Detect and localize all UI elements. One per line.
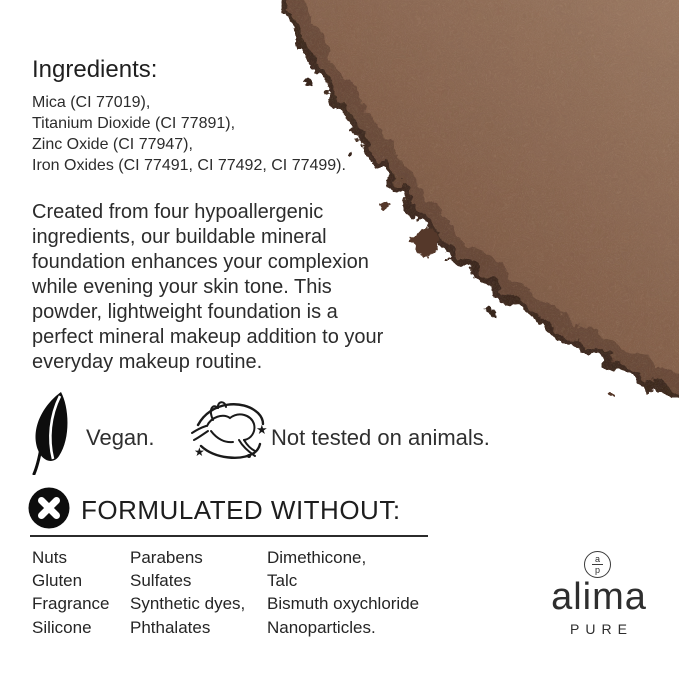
product-description <box>32 200 383 375</box>
brand-tagline: PURE <box>570 621 633 637</box>
monogram-top-letter: a <box>594 554 600 565</box>
cruelty-free-label: Not tested on animals. <box>271 425 490 450</box>
excluded-item: Phthalates <box>130 617 211 637</box>
ingredients-list <box>32 92 346 176</box>
vegan-label: Vegan. <box>86 425 155 450</box>
excluded-column-2 <box>130 546 245 639</box>
ingredient-line: Iron Oxides (CI 77491, CI 77492, CI 77499). <box>32 157 346 174</box>
excluded-item: Dimethicone, <box>267 548 367 567</box>
description-line: powder, lightweight foundation is a <box>32 301 338 323</box>
svg-text:★: ★ <box>256 422 268 437</box>
description-line: Created from four hypoallergenic <box>32 201 324 223</box>
excluded-item: Sulfates <box>130 571 192 591</box>
svg-text:★: ★ <box>194 445 205 459</box>
excluded-item: Synthetic dyes, <box>130 594 246 614</box>
brand-name: alima <box>551 576 647 618</box>
description-line: ingredients, our buildable mineral <box>32 226 327 248</box>
excluded-item: Fragrance <box>32 594 110 614</box>
formulated-without-heading: FORMULATED WITHOUT: <box>81 495 401 525</box>
section-divider <box>30 535 428 537</box>
leaf-icon <box>27 391 73 475</box>
excluded-column-3 <box>267 546 419 639</box>
excluded-item: Silicone <box>32 617 92 637</box>
ingredient-line: Titanium Dioxide (CI 77891), <box>32 115 236 132</box>
ingredient-line: Zinc Oxide (CI 77947), <box>32 136 193 153</box>
description-line: perfect mineral makeup addition to your <box>32 326 384 348</box>
description-line: foundation enhances your complexion <box>32 251 369 273</box>
excluded-column-1 <box>32 546 109 639</box>
description-line: everyday makeup routine. <box>32 351 263 373</box>
excluded-item: Parabens <box>130 548 203 567</box>
excluded-item: Talc <box>267 571 298 591</box>
x-circle-icon <box>28 487 70 529</box>
ap-monogram-icon <box>584 551 611 578</box>
excluded-item: Nuts <box>32 548 67 567</box>
ingredients-heading: Ingredients: <box>32 56 158 83</box>
description-line: while evening your skin tone. This <box>32 276 332 298</box>
ingredient-line: Mica (CI 77019), <box>32 94 151 111</box>
excluded-item: Bismuth oxychloride <box>267 594 420 614</box>
leaping-bunny-icon <box>191 399 271 459</box>
excluded-item: Nanoparticles. <box>267 617 376 637</box>
monogram-bottom-letter: p <box>594 564 600 575</box>
excluded-item: Gluten <box>32 571 83 591</box>
